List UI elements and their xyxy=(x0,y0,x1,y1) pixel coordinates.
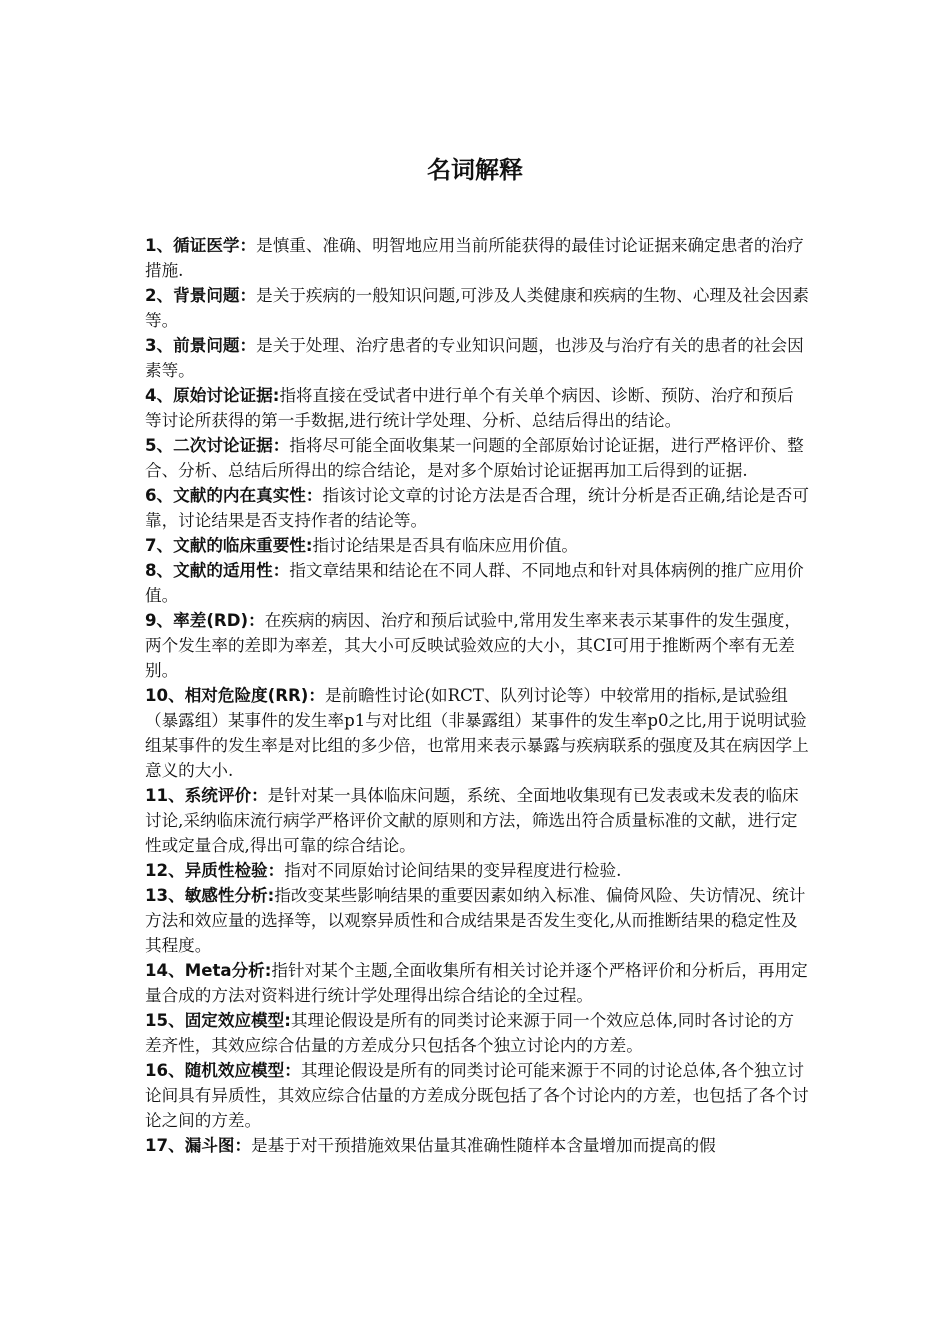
term-definition: 指改变某些影响结果的重要因素如纳入标准、偏倚风险、失访情况、统计方法和效应量的选择等，以观察异质性和合成结果是否发生变化,从而推断结果的稳定性及其程度。 xyxy=(145,886,806,955)
term-definition: 指对不同原始讨论间结果的变异程度进行检验. xyxy=(284,861,622,880)
term-definition: 是关于疾病的一般知识问题,可涉及人类健康和疾病的生物、心理及社会因素等。 xyxy=(145,286,809,330)
glossary-entry xyxy=(145,958,809,1008)
glossary-entry xyxy=(145,533,809,558)
glossary-term xyxy=(145,561,289,580)
glossary-term xyxy=(145,436,289,455)
term-definition: 指该讨论文章的讨论方法是否合理，统计分析是否正确,结论是否可靠，讨论结果是否支持作者的结论等。 xyxy=(145,486,809,530)
term-separator: ： xyxy=(305,486,323,505)
term-separator: ： xyxy=(308,686,325,705)
glossary-entry xyxy=(145,783,809,858)
glossary-entry xyxy=(145,433,809,483)
term-separator: ： xyxy=(234,1136,252,1155)
term-separator: ： xyxy=(272,436,290,455)
entry-number: 13、 xyxy=(145,886,185,905)
term-separator: ： xyxy=(239,236,257,255)
entry-number: 3、 xyxy=(145,336,174,355)
glossary-entry xyxy=(145,233,809,283)
term-separator: : xyxy=(267,886,275,905)
glossary-entry xyxy=(145,333,809,383)
glossary-entry xyxy=(145,608,809,683)
term-name: 原始讨论证据 xyxy=(173,386,273,405)
glossary-term xyxy=(145,1136,251,1155)
term-name: 文献的适用性 xyxy=(173,561,273,580)
term-definition: 是基于对干预措施效果估量其准确性随样本含量增加而提高的假 xyxy=(251,1136,716,1155)
glossary-term xyxy=(145,486,322,505)
term-definition: 是慎重、准确、明智地应用当前所能获得的最佳讨论证据来确定患者的治疗措施. xyxy=(145,236,804,280)
term-definition: 指将尽可能全面收集某一问题的全部原始讨论证据，进行严格评价、整合、分析、总结后所得出的综合结论，是对多个原始讨论证据再加工后得到的证据. xyxy=(145,436,804,480)
term-name: 文献的内在真实性 xyxy=(173,486,306,505)
entry-number: 11、 xyxy=(145,786,185,805)
entry-number: 5、 xyxy=(145,436,174,455)
glossary-list xyxy=(145,233,809,1158)
term-separator: : xyxy=(305,536,313,555)
glossary-term xyxy=(145,386,279,405)
glossary-term xyxy=(145,886,274,905)
term-name: 敏感性分析 xyxy=(184,886,268,905)
term-definition: 指讨论结果是否具有临床应用价值。 xyxy=(312,536,579,555)
glossary-entry xyxy=(145,558,809,608)
term-separator: ： xyxy=(284,1061,301,1080)
glossary-term xyxy=(145,611,265,630)
term-name: 率差(RD) xyxy=(173,611,249,630)
glossary-entry xyxy=(145,1058,809,1133)
term-name: 背景问题 xyxy=(173,286,240,305)
entry-number: 12、 xyxy=(145,861,185,880)
glossary-entry xyxy=(145,858,809,883)
glossary-entry xyxy=(145,383,809,433)
term-separator: ： xyxy=(239,286,257,305)
term-separator: ： xyxy=(267,861,285,880)
glossary-entry xyxy=(145,483,809,533)
glossary-term xyxy=(145,336,256,355)
entry-number: 2、 xyxy=(145,286,174,305)
term-separator: ： xyxy=(272,561,290,580)
glossary-term xyxy=(145,686,325,705)
term-definition: 指针对某个主题,全面收集所有相关讨论并逐个严格评价和分析后，再用定量合成的方法对资料进行统计学处理得出综合结论的全过程。 xyxy=(145,961,808,1005)
term-name: 随机效应模型 xyxy=(184,1061,285,1080)
entry-number: 8、 xyxy=(145,561,174,580)
glossary-term xyxy=(145,786,268,805)
term-definition: 其理论假设是所有的同类讨论来源于同一个效应总体,同时各讨论的方差齐性，其效应综合估量的方差成分只包括各个独立讨论内的方差。 xyxy=(145,1011,794,1055)
glossary-term xyxy=(145,1011,291,1030)
entry-number: 4、 xyxy=(145,386,174,405)
term-definition: 是前瞻性讨论(如RCT、队列讨论等）中较常用的指标,是试验组（暴露组）某事件的发生率p1与对比组（非暴露组）某事件的发生率p0之比,用于说明试验组某事件的发生率是对比组的多少倍，也常用来表示暴露与疾病联系的强度及其在病因学上意义的大小. xyxy=(145,686,809,780)
term-separator: : xyxy=(284,1011,291,1030)
term-name: 漏斗图 xyxy=(184,1136,235,1155)
term-name: 系统评价 xyxy=(184,786,252,805)
term-separator: ： xyxy=(251,786,268,805)
term-definition: 是针对某一具体临床问题，系统、全面地收集现有已发表或未发表的临床讨论,采纳临床流行病学严格评价文献的原则和方法，筛选出符合质量标准的文献，进行定性或定量合成,得出可靠的综合结论。 xyxy=(145,786,799,855)
glossary-entry xyxy=(145,1008,809,1058)
glossary-term xyxy=(145,236,256,255)
term-definition: 指文章结果和结论在不同人群、不同地点和针对具体病例的推广应用价值。 xyxy=(145,561,804,605)
term-name: 相对危险度(RR) xyxy=(184,686,309,705)
term-name: Meta分析 xyxy=(184,961,265,980)
entry-number: 10、 xyxy=(145,686,185,705)
term-separator: : xyxy=(272,386,280,405)
term-name: 文献的临床重要性 xyxy=(173,536,306,555)
entry-number: 14、 xyxy=(145,961,185,980)
term-definition: 在疾病的病因、治疗和预后试验中,常用发生率来表示某事件的发生强度，两个发生率的差即为率差，其大小可反映试验效应的大小，其CI可用于推断两个率有无差别。 xyxy=(145,611,801,680)
glossary-entry xyxy=(145,1133,809,1158)
glossary-term xyxy=(145,286,256,305)
term-separator: ： xyxy=(239,336,257,355)
term-separator: : xyxy=(264,961,272,980)
term-name: 循证医学 xyxy=(173,236,240,255)
glossary-entry xyxy=(145,883,809,958)
term-name: 异质性检验 xyxy=(184,861,268,880)
term-name: 二次讨论证据 xyxy=(173,436,273,455)
entry-number: 9、 xyxy=(145,611,174,630)
term-name: 固定效应模型 xyxy=(184,1011,285,1030)
term-definition: 指将直接在受试者中进行单个有关单个病因、诊断、预防、治疗和预后等讨论所获得的第一手数据,进行统计学处理、分析、总结后得出的结论。 xyxy=(145,386,794,430)
glossary-term xyxy=(145,861,284,880)
entry-number: 1、 xyxy=(145,236,174,255)
term-definition: 其理论假设是所有的同类讨论可能来源于不同的讨论总体,各个独立讨论间具有异质性，其效应综合估量的方差成分既包括了各个讨论内的方差，也包括了各个讨论之间的方差。 xyxy=(145,1061,809,1130)
glossary-term xyxy=(145,961,271,980)
entry-number: 6、 xyxy=(145,486,174,505)
glossary-entry xyxy=(145,683,809,783)
entry-number: 15、 xyxy=(145,1011,185,1030)
entry-number: 7、 xyxy=(145,536,174,555)
term-separator: ： xyxy=(248,611,265,630)
glossary-term xyxy=(145,1061,301,1080)
entry-number: 16、 xyxy=(145,1061,185,1080)
page-title: 名词解释 xyxy=(427,156,523,184)
glossary-term xyxy=(145,536,313,555)
term-name: 前景问题 xyxy=(173,336,240,355)
entry-number: 17、 xyxy=(145,1136,185,1155)
glossary-entry xyxy=(145,283,809,333)
term-definition: 是关于处理、治疗患者的专业知识问题，也涉及与治疗有关的患者的社会因素等。 xyxy=(145,336,804,380)
